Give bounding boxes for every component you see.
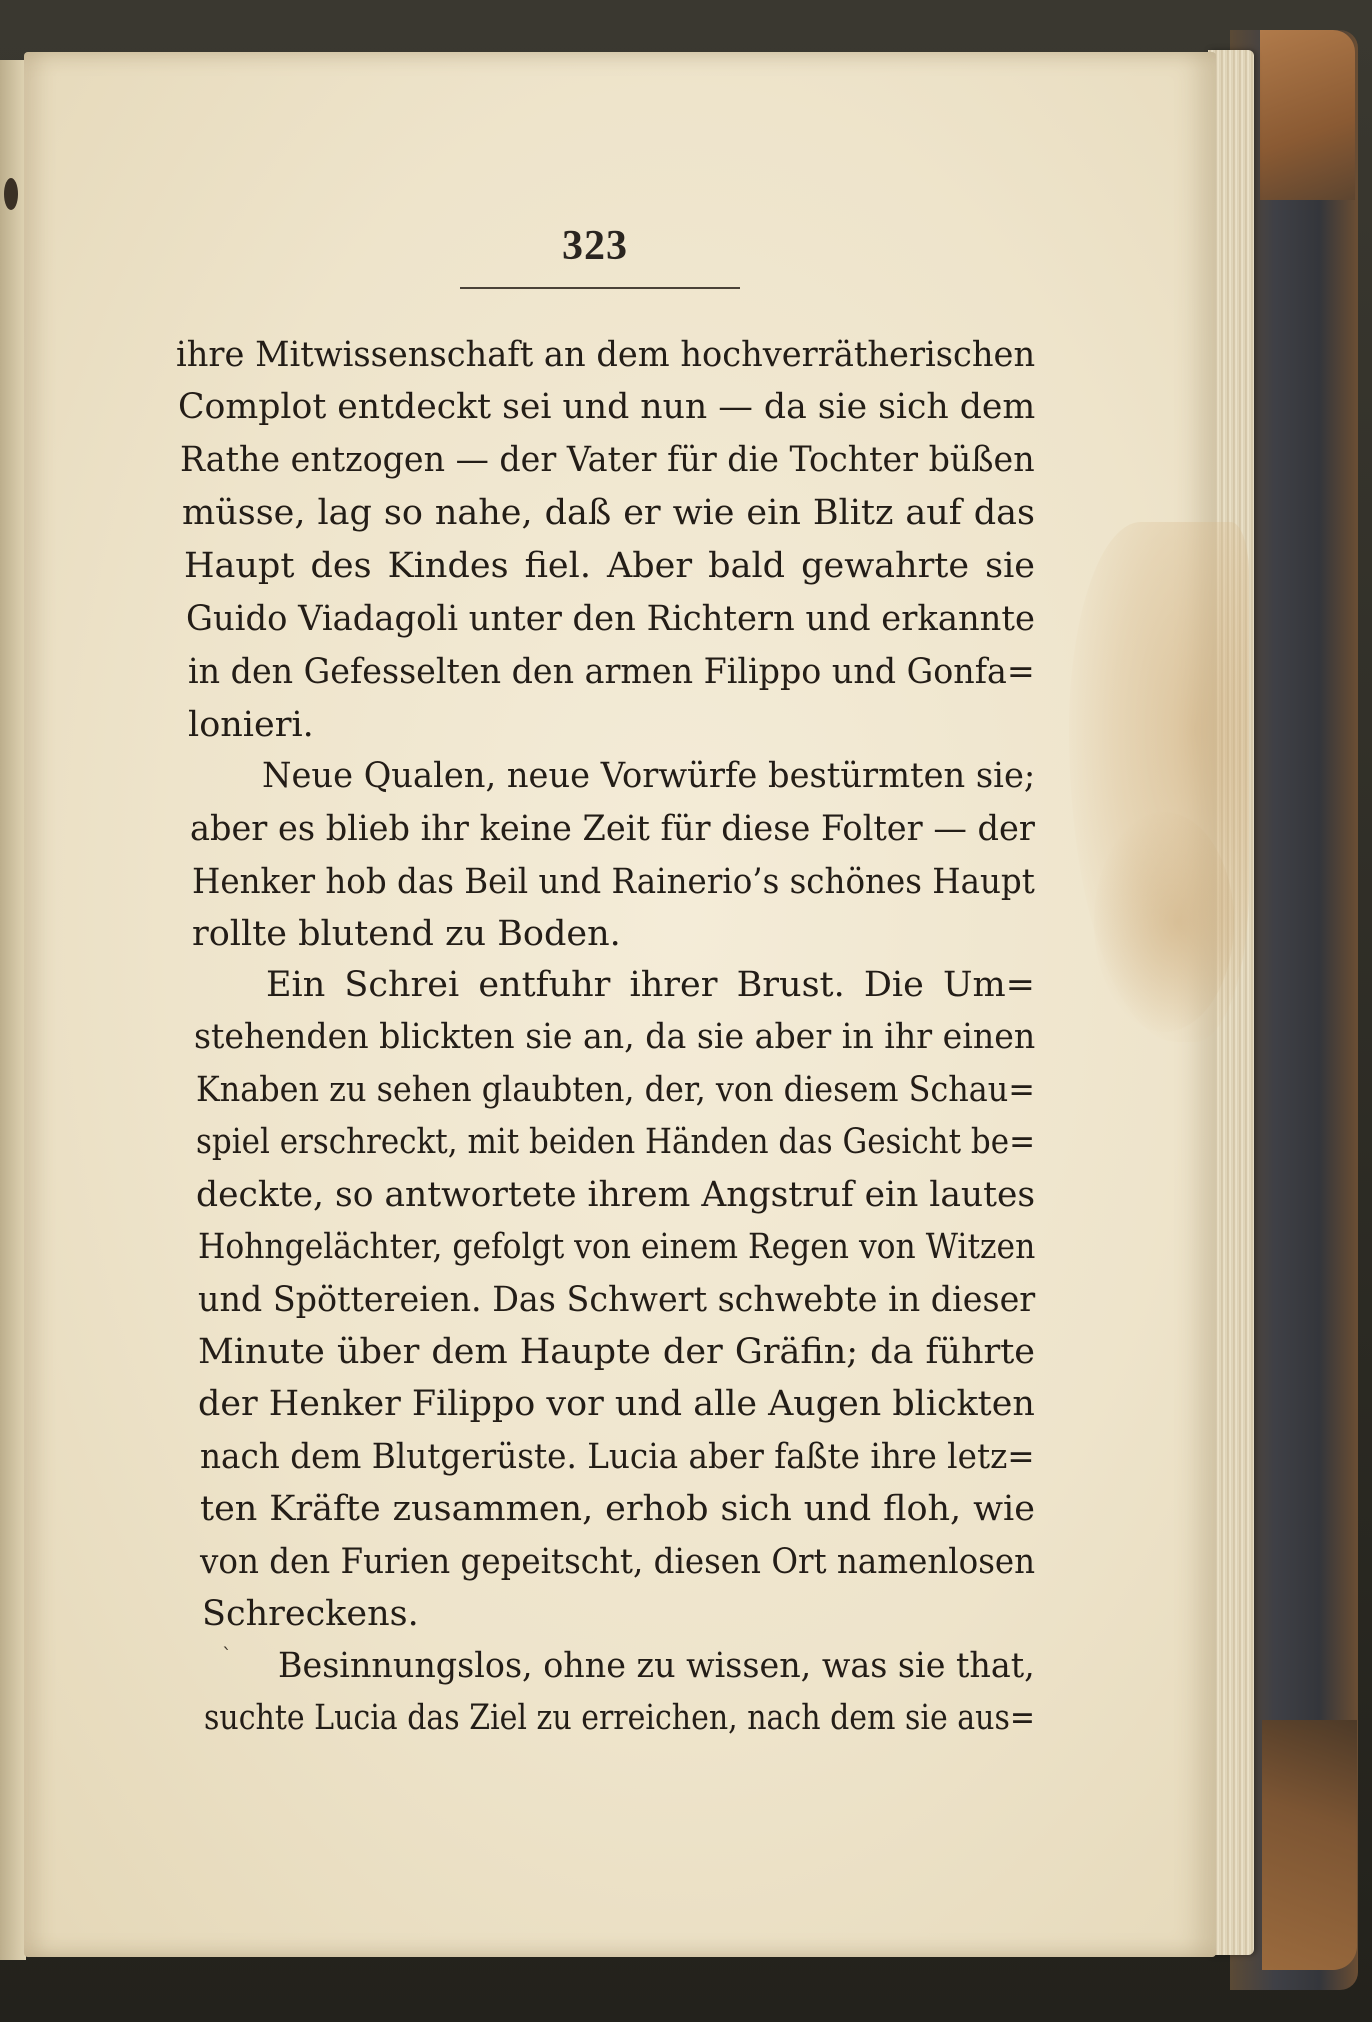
text-line: Minute über dem Haupte der Gräfin; da führte: [198, 1332, 1035, 1372]
text-line: müsse, lag so nahe, daß er wie ein Blitz auf das: [182, 493, 1035, 533]
text-line: in den Gefesselten den armen Filippo und Gonfa=: [188, 652, 1035, 692]
text-line: Schreckens.: [202, 1594, 419, 1634]
text-line: Neue Qualen, neue Vorwürfe bestürmten sie;: [262, 756, 1036, 796]
text-line: nach dem Blutgerüste. Lucia aber faßte ihre letz=: [200, 1437, 1035, 1477]
text-line: Henker hob das Beil und Rainerio’s schönes Haupt: [192, 862, 1035, 902]
text-line: von den Furien gepeitscht, diesen Ort namenlosen: [200, 1542, 1036, 1582]
text-line: ihre Mitwissenschaft an dem hochverrätherischen: [176, 335, 1036, 375]
text-line: Ein Schrei entfuhr ihrer Brust. Die Um=: [266, 965, 1035, 1005]
text-line: lonieri.: [188, 705, 314, 745]
text-line: suchte Lucia das Ziel zu erreichen, nach dem sie aus=: [204, 1698, 1036, 1738]
page-number: 323: [562, 223, 628, 269]
text-line: Haupt des Kindes fiel. Aber bald gewahrte sie: [184, 546, 1035, 586]
text-line: Rathe entzogen — der Vater für die Tochter büßen: [180, 440, 1035, 480]
text-line: Knaben zu sehen glaubten, der, von diesem Schau=: [196, 1070, 1035, 1110]
text-line: Besinnungslos, ohne zu wissen, was sie that,: [278, 1646, 1035, 1686]
text-line: Hohngelächter, gefolgt von einem Regen von Witzen: [198, 1227, 1036, 1267]
text-line: Complot entdeckt sei und nun — da sie sich dem: [178, 387, 1036, 427]
header-rule: [460, 287, 740, 289]
stray-ink-mark: `: [222, 1643, 232, 1667]
text-line: Guido Viadagoli unter den Richtern und erkannte: [186, 599, 1035, 639]
text-line: spiel erschreckt, mit beiden Händen das Gesicht be=: [196, 1122, 1036, 1162]
text-line: stehenden blickten sie an, da sie aber in ihr einen: [194, 1017, 1036, 1057]
text-line: ten Kräfte zusammen, erhob sich und floh, wie: [200, 1489, 1035, 1529]
text-line: aber es blieb ihr keine Zeit für diese Folter — der: [190, 809, 1035, 849]
text-line: und Spöttereien. Das Schwert schwebte in dieser: [198, 1280, 1036, 1320]
text-line: der Henker Filippo vor und alle Augen blickten: [198, 1384, 1035, 1424]
text-line: deckte, so antwortete ihrem Angstruf ein lautes: [196, 1175, 1036, 1215]
text-line: rollte blutend zu Boden.: [192, 914, 621, 954]
